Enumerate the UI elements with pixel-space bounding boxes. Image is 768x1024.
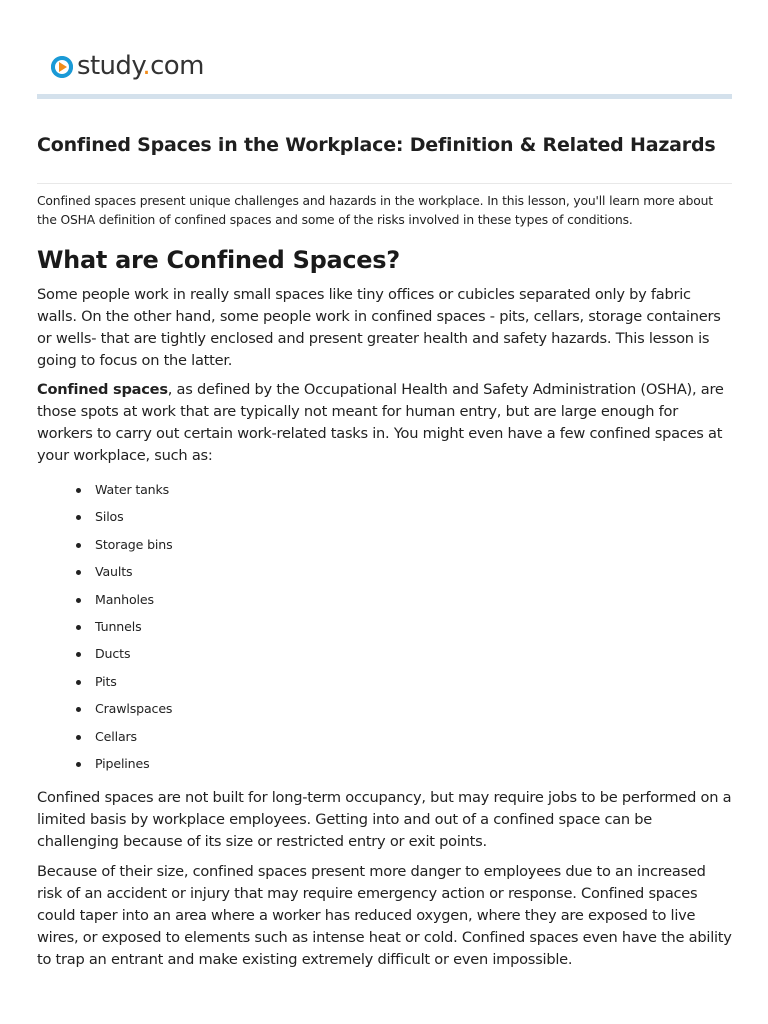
logo-dot: . — [142, 51, 151, 81]
paragraph-1: Some people work in really small spaces like tiny offices or cubicles separated only by fabric walls. On the other hand, some people work in confined spaces - pits, cellars, storage containers or wells- that are tightly enclosed and present greater health and safety hazards. This lesson is going to focus on the latter. — [37, 286, 721, 369]
list-item-label: Water tanks — [95, 482, 170, 497]
bullet-dot-icon — [76, 652, 81, 657]
bullet-dot-icon — [76, 735, 81, 740]
page-header — [37, 0, 732, 96]
bullet-dot-icon — [76, 707, 81, 712]
study-play-icon — [51, 56, 73, 78]
list-item — [37, 726, 173, 753]
title-divider — [37, 183, 732, 184]
paragraph-2-text: , as defined by the Occupational Health and Safety Administration (OSHA), are those spots at work that are typically not meant for human entry, but are large enough for workers to carry out certain work-related tasks in. You might even have a few confined spaces at your workplace, such as: — [37, 381, 724, 464]
section-heading: What are Confined Spaces? — [37, 246, 400, 274]
list-item-label: Silos — [95, 509, 124, 525]
list-item-label: Storage bins — [95, 536, 173, 552]
bullet-dot-icon — [76, 598, 81, 603]
list-item — [37, 506, 173, 533]
confined-spaces-examples-list — [37, 479, 173, 780]
list-item-label: Pipelines — [95, 755, 150, 771]
list-item-label: Ducts — [95, 646, 131, 662]
list-item — [37, 753, 173, 780]
document-page — [37, 0, 732, 1024]
list-item — [37, 616, 173, 643]
list-item — [37, 479, 173, 506]
bullet-dot-icon — [76, 515, 81, 520]
paragraph-3: Confined spaces are not built for long-term occupancy, but may require jobs to be performed on a limited basis by workplace employees. Getting into and out of a confined space can be challenging because of its size or restricted entry or exit points. — [37, 789, 732, 850]
bullet-dot-icon — [76, 680, 81, 685]
bullet-dot-icon — [76, 543, 81, 548]
list-item-label: Pits — [95, 673, 117, 689]
logo-wordmark — [77, 51, 204, 81]
confined-spaces-term: Confined spaces — [37, 381, 168, 398]
list-item — [37, 534, 173, 561]
list-item — [37, 643, 173, 670]
document-title: Confined Spaces in the Workplace: Definition & Related Hazards — [37, 134, 716, 156]
list-item — [37, 698, 173, 725]
logo-tld: com — [150, 51, 204, 81]
bullet-dot-icon — [76, 762, 81, 767]
study-logo[interactable] — [51, 51, 204, 81]
list-item-label: Manholes — [95, 591, 154, 607]
list-item-label: Cellars — [95, 728, 137, 744]
bullet-dot-icon — [76, 488, 81, 493]
list-item — [37, 671, 173, 698]
bullet-dot-icon — [76, 570, 81, 575]
paragraph-4: Because of their size, confined spaces present more danger to employees due to an increased risk of an accident or injury that may require emergency action or response. Confined spaces could taper into an area where a worker has reduced oxygen, where they are exposed to live wires, or exposed to elements such as intense heat or cold. Confined spaces even have the ability to trap an entrant and make existing extremely difficult or even impossible. — [37, 863, 732, 968]
header-divider — [37, 94, 732, 99]
list-item-label: Crawlspaces — [95, 701, 173, 717]
lesson-intro: Confined spaces present unique challenges and hazards in the workplace. In this lesson, you'll learn more about the OSHA definition of confined spaces and some of the risks involved in these types of conditions. — [37, 194, 713, 227]
list-item — [37, 589, 173, 616]
bullet-dot-icon — [76, 625, 81, 630]
list-item-label: Tunnels — [95, 618, 142, 634]
list-item-label: Vaults — [95, 564, 133, 580]
list-item — [37, 561, 173, 588]
logo-name: study — [77, 51, 143, 81]
paragraph-2 — [37, 379, 732, 467]
